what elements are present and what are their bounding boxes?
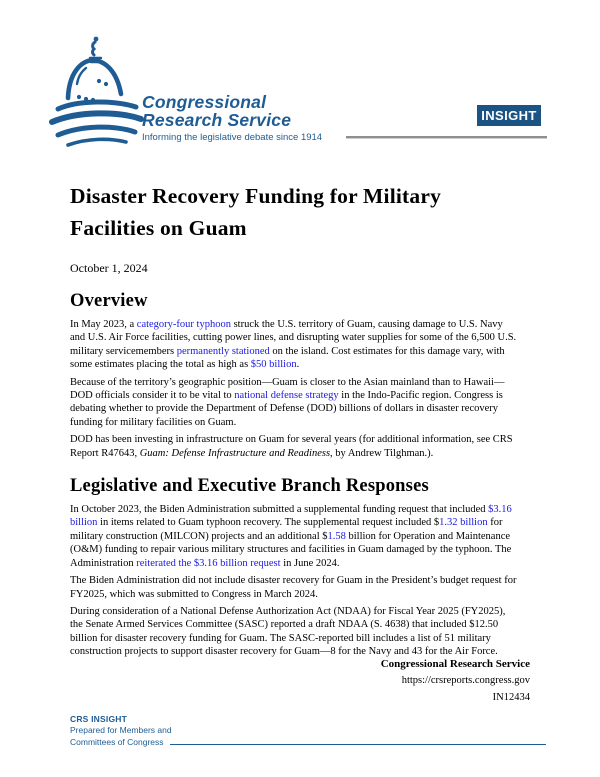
paragraph xyxy=(70,376,517,430)
footer-left-line2: Committees of Congress xyxy=(70,737,164,747)
logo-tagline: Informing the legislative debate since 1914 xyxy=(142,132,323,143)
text-segment: on the island. Cost estimates for this damage vary, with some estimates placing the total as high as xyxy=(70,345,505,371)
text-segment: DOD has been investing in infrastructure on Guam for several years (for additional information, see CRS Report R47643, xyxy=(70,434,513,459)
insight-badge: INSIGHT xyxy=(477,105,541,126)
footer-left-line1: Prepared for Members and xyxy=(70,724,172,735)
text-segment: billion for Operation and Maintenance (O&M) funding to repair various military structures and facilities in Guam damaged by the typhoon. The Administration xyxy=(70,530,512,569)
text-segment: The Biden Administration did not include disaster recovery for Guam in the President’s budget request for FY2025, which was submitted to Congress in March 2024. xyxy=(70,575,517,600)
footer-attribution xyxy=(381,658,530,704)
footer-doc-id: IN12434 xyxy=(492,692,530,703)
text-segment: in June 2024. xyxy=(280,557,340,569)
text-segment: in items related to Guam typhoon recovery. The supplemental request included $ xyxy=(97,517,440,529)
paragraph xyxy=(70,574,517,601)
crs-logo-wordmark xyxy=(142,93,322,143)
footer-left-title: CRS INSIGHT xyxy=(70,714,127,724)
footer-crs-insight xyxy=(70,714,546,748)
footer-org-name: Congressional Research Service xyxy=(380,658,530,670)
text-segment: in the Indo-Pacific region. Congress is debating whether to provide the Department of Defense (DOD) billions of dollars in disaster recovery funding for military facilities on Guam. xyxy=(70,390,503,428)
text-segment: During consideration of a National Defense Authorization Act (NDAA) for Fiscal Year 2025 (FY2025), the Senate Armed Services Committee (SASC) reported a draft NDAA (S. 4638) that included $12.50 billion for disaster recovery funding for Guam. The SASC-reported bill includes a list of 51 military construction projects to support disaster recovery for Guam—8 for the Navy and 43 for the Air Force. xyxy=(70,605,506,658)
italic-report-title: Guam: Defense Infrastructure and Readiness xyxy=(139,447,331,459)
logo-line-2: Research Service xyxy=(142,110,292,130)
header-divider-rule xyxy=(346,136,547,139)
text-segment: . xyxy=(296,359,300,371)
paragraph xyxy=(70,503,517,570)
paragraph xyxy=(70,318,517,372)
footer-divider-rule xyxy=(170,744,546,745)
text-segment: for military construction (MILCON) projects and an additional $ xyxy=(70,517,503,542)
inline-link[interactable]: $50 billion xyxy=(250,359,297,371)
paragraph xyxy=(70,605,517,659)
text-segment: In May 2023, a xyxy=(70,319,137,330)
section-heading-responses: Legislative and Executive Branch Responses xyxy=(70,476,429,497)
text-segment: , by Andrew Tilghman.). xyxy=(330,447,434,459)
logo-line-1: Congressional xyxy=(142,92,267,112)
inline-link[interactable]: national defense strategy xyxy=(234,390,339,402)
text-segment: In October 2023, the Biden Administration submitted a supplemental funding request that included xyxy=(70,504,489,516)
inline-link[interactable]: 1.32 billion xyxy=(439,517,488,529)
document-body xyxy=(70,181,517,663)
capitol-dome-icon xyxy=(46,34,146,150)
inline-link[interactable]: permanently stationed xyxy=(176,345,270,357)
doc-date: October 1, 2024 xyxy=(70,261,148,275)
section-heading-overview: Overview xyxy=(70,291,148,311)
paragraph xyxy=(70,433,517,460)
inline-link[interactable]: $3.16 billion xyxy=(70,504,512,529)
inline-link[interactable]: category-four typhoon xyxy=(136,319,231,330)
page-title: Disaster Recovery Funding for Military Facilities on Guam xyxy=(70,184,442,240)
text-segment: Because of the territory’s geographic position—Guam is closer to the Asian mainland than to Hawaii—DOD officials consider it to be vital to xyxy=(70,376,505,402)
text-segment: struck the U.S. territory of Guam, causing damage to U.S. Navy and U.S. Air Force facilities, cutting power lines, and disrupting water supplies for some of the 6,500 U.S. military servicemembers xyxy=(70,319,517,357)
inline-link[interactable]: reiterated the $3.16 billion request xyxy=(136,557,281,569)
footer-url[interactable]: https://crsreports.congress.gov xyxy=(401,675,530,686)
inline-link[interactable]: 1.58 xyxy=(327,530,346,542)
